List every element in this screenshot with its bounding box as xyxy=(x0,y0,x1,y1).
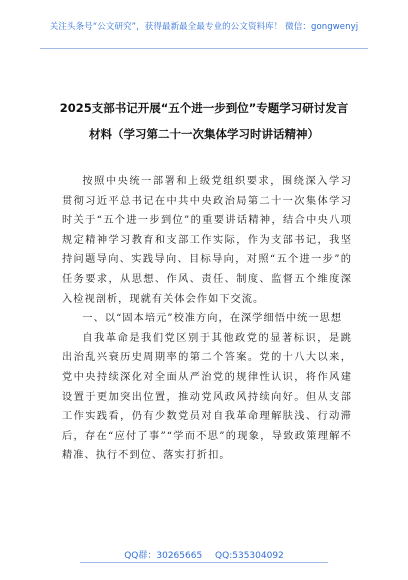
header-banner xyxy=(0,0,408,52)
header-banner-text: 关注头条号“公文研究”，获得最新最全最专业的公文资料库！ 微信：gongwenyj xyxy=(49,22,359,32)
footer-divider xyxy=(80,562,328,563)
intro-paragraph: 按照中央统一部署和上级党组织要求，围绕深入学习贯彻习近平总书记在中共中央政治局第二十一次集体学习时关于“五个进一步到位”的重要讲话精神，结合中央八项规定精神学习教育和支部工作实际，作为支部书记，我坚持问题导向、实践导向、目标导向，对照“五个进一步”的任务要求，从思想、作风、责任、制度、监督五个维度深入检视剖析，现就有关体会作如下交流。 xyxy=(62,176,352,305)
document-title-line-1: 2025支部书记开展“五个进一步到位”专题学习研讨发言 xyxy=(59,101,349,115)
document-body xyxy=(62,172,352,466)
footer-contact-text: QQ群：30265665 QQ:535304092 xyxy=(124,551,284,561)
header-divider xyxy=(40,48,368,49)
document-title-line-2: 材料（学习第二十一次集体学习时讲话精神） xyxy=(89,127,319,141)
footer xyxy=(0,540,408,580)
section-1-paragraph: 自我革命是我们党区别于其他政党的显著标识，是跳出治乱兴衰历史周期率的第二个答案。党的十八大以来，党中央持续深化对全面从严治党的规律性认识，将作风建设置于更加突出位置，推动党风政风持续向好。但从支部工作实践看，仍有少数党员对自我革命理解肤浅、行动滞后，存在“应付了事”“学而不思”的现象，导致政策理解不精准、执行不到位、落实打折扣。 xyxy=(62,332,352,462)
section-heading-1: 一、以“固本培元”校准方向，在深学细悟中统一思想 xyxy=(82,313,343,325)
